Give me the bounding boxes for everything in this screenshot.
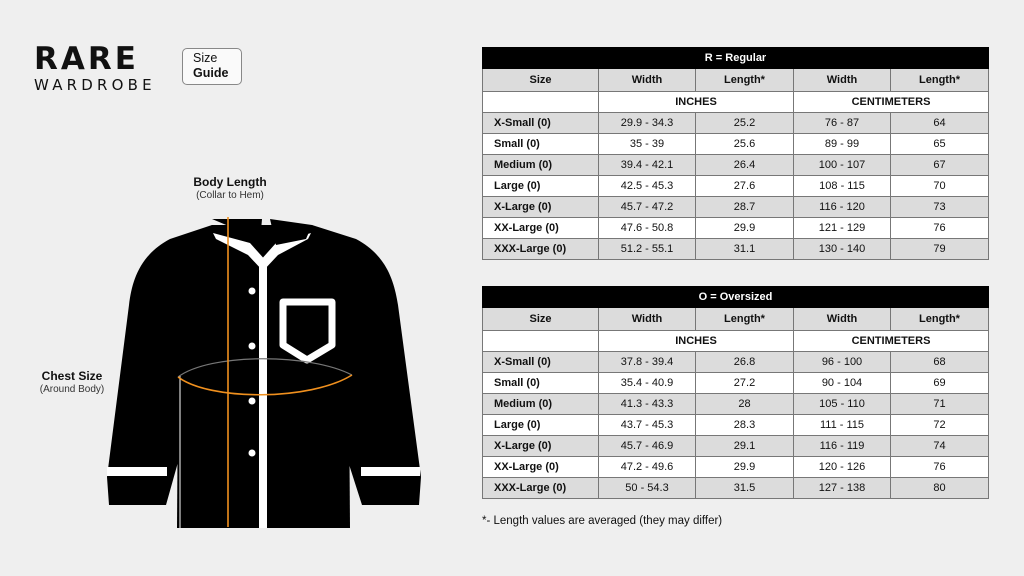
oversized-table-body bbox=[483, 352, 989, 499]
unit-centimeters-header: CENTIMETERS bbox=[794, 331, 989, 352]
oversized-size-table bbox=[482, 286, 989, 499]
length-cm-cell: 76 bbox=[891, 457, 989, 478]
size-cell: X-Small (0) bbox=[483, 113, 599, 134]
width-cm-cell: 116 - 120 bbox=[794, 197, 891, 218]
unit-inches-header: INCHES bbox=[599, 331, 794, 352]
width-inches-cell: 47.2 - 49.6 bbox=[599, 457, 696, 478]
length-cm-cell: 72 bbox=[891, 415, 989, 436]
table-row bbox=[483, 113, 989, 134]
table-row bbox=[483, 457, 989, 478]
length-inches-cell: 29.9 bbox=[696, 457, 794, 478]
table-row bbox=[483, 176, 989, 197]
table-row bbox=[483, 436, 989, 457]
width-inches-cell: 41.3 - 43.3 bbox=[599, 394, 696, 415]
col-size-header: Size bbox=[483, 69, 599, 92]
table-row bbox=[483, 394, 989, 415]
regular-table-body bbox=[483, 113, 989, 260]
width-cm-cell: 121 - 129 bbox=[794, 218, 891, 239]
body-length-title: Body Length bbox=[193, 175, 267, 189]
length-inches-cell: 29.9 bbox=[696, 218, 794, 239]
regular-size-table bbox=[482, 47, 989, 260]
table-row bbox=[483, 197, 989, 218]
length-cm-cell: 64 bbox=[891, 113, 989, 134]
width-inches-cell: 50 - 54.3 bbox=[599, 478, 696, 499]
col-length-cm-header: Length* bbox=[891, 308, 989, 331]
table-row bbox=[483, 155, 989, 176]
size-cell: Small (0) bbox=[483, 134, 599, 155]
width-cm-cell: 100 - 107 bbox=[794, 155, 891, 176]
body-length-subtitle: (Collar to Hem) bbox=[196, 190, 264, 201]
body-length-label bbox=[180, 175, 280, 202]
length-cm-cell: 71 bbox=[891, 394, 989, 415]
width-inches-cell: 29.9 - 34.3 bbox=[599, 113, 696, 134]
table-row bbox=[483, 352, 989, 373]
width-inches-cell: 45.7 - 46.9 bbox=[599, 436, 696, 457]
size-cell: Small (0) bbox=[483, 373, 599, 394]
width-inches-cell: 45.7 - 47.2 bbox=[599, 197, 696, 218]
size-cell: Large (0) bbox=[483, 176, 599, 197]
width-cm-cell: 127 - 138 bbox=[794, 478, 891, 499]
length-cm-cell: 69 bbox=[891, 373, 989, 394]
size-cell: X-Large (0) bbox=[483, 436, 599, 457]
width-inches-cell: 43.7 - 45.3 bbox=[599, 415, 696, 436]
width-cm-cell: 116 - 119 bbox=[794, 436, 891, 457]
size-guide-line2: Guide bbox=[193, 66, 229, 80]
shirt-right-cuff bbox=[361, 467, 420, 476]
width-cm-cell: 89 - 99 bbox=[794, 134, 891, 155]
shirt-button bbox=[249, 343, 256, 350]
width-inches-cell: 39.4 - 42.1 bbox=[599, 155, 696, 176]
oversized-table-title: O = Oversized bbox=[483, 287, 989, 308]
length-inches-cell: 28.7 bbox=[696, 197, 794, 218]
width-inches-cell: 51.2 - 55.1 bbox=[599, 239, 696, 260]
width-inches-cell: 47.6 - 50.8 bbox=[599, 218, 696, 239]
length-inches-cell: 29.1 bbox=[696, 436, 794, 457]
size-cell: Large (0) bbox=[483, 415, 599, 436]
width-cm-cell: 111 - 115 bbox=[794, 415, 891, 436]
length-cm-cell: 80 bbox=[891, 478, 989, 499]
size-cell: XXX-Large (0) bbox=[483, 478, 599, 499]
width-inches-cell: 37.8 - 39.4 bbox=[599, 352, 696, 373]
col-width-in-header: Width bbox=[599, 308, 696, 331]
length-cm-cell: 76 bbox=[891, 218, 989, 239]
shirt-button bbox=[249, 398, 256, 405]
width-cm-cell: 90 - 104 bbox=[794, 373, 891, 394]
size-guide-line1: Size bbox=[193, 51, 218, 65]
length-inches-cell: 28 bbox=[696, 394, 794, 415]
length-footnote: *- Length values are averaged (they may differ) bbox=[482, 515, 723, 527]
table-row bbox=[483, 134, 989, 155]
size-cell: XX-Large (0) bbox=[483, 457, 599, 478]
shirt-button bbox=[249, 288, 256, 295]
length-inches-cell: 27.2 bbox=[696, 373, 794, 394]
table-row bbox=[483, 218, 989, 239]
length-inches-cell: 26.4 bbox=[696, 155, 794, 176]
width-cm-cell: 96 - 100 bbox=[794, 352, 891, 373]
length-cm-cell: 67 bbox=[891, 155, 989, 176]
chest-size-subtitle: (Around Body) bbox=[39, 384, 105, 395]
chest-size-title: Chest Size bbox=[41, 369, 103, 383]
size-guide-badge bbox=[182, 48, 242, 85]
unit-blank-cell bbox=[483, 331, 599, 352]
col-size-header: Size bbox=[483, 308, 599, 331]
length-inches-cell: 27.6 bbox=[696, 176, 794, 197]
length-inches-cell: 26.8 bbox=[696, 352, 794, 373]
size-cell: X-Large (0) bbox=[483, 197, 599, 218]
col-length-in-header: Length* bbox=[696, 308, 794, 331]
table-row bbox=[483, 239, 989, 260]
size-cell: XX-Large (0) bbox=[483, 218, 599, 239]
width-inches-cell: 42.5 - 45.3 bbox=[599, 176, 696, 197]
width-cm-cell: 120 - 126 bbox=[794, 457, 891, 478]
length-inches-cell: 25.2 bbox=[696, 113, 794, 134]
shirt-left-cuff bbox=[107, 467, 167, 476]
length-cm-cell: 74 bbox=[891, 436, 989, 457]
shirt-button bbox=[249, 450, 256, 457]
length-inches-cell: 31.1 bbox=[696, 239, 794, 260]
regular-table-title: R = Regular bbox=[483, 48, 989, 69]
width-cm-cell: 105 - 110 bbox=[794, 394, 891, 415]
size-cell: Medium (0) bbox=[483, 155, 599, 176]
unit-blank-cell bbox=[483, 92, 599, 113]
length-cm-cell: 68 bbox=[891, 352, 989, 373]
width-cm-cell: 76 - 87 bbox=[794, 113, 891, 134]
length-cm-cell: 70 bbox=[891, 176, 989, 197]
width-cm-cell: 108 - 115 bbox=[794, 176, 891, 197]
col-width-cm-header: Width bbox=[794, 69, 891, 92]
length-inches-cell: 28.3 bbox=[696, 415, 794, 436]
shirt-illustration bbox=[100, 205, 430, 535]
length-cm-cell: 73 bbox=[891, 197, 989, 218]
width-inches-cell: 35 - 39 bbox=[599, 134, 696, 155]
width-inches-cell: 35.4 - 40.9 bbox=[599, 373, 696, 394]
unit-inches-header: INCHES bbox=[599, 92, 794, 113]
brand-name-bottom: WARDROBE bbox=[34, 76, 156, 94]
col-length-cm-header: Length* bbox=[891, 69, 989, 92]
length-cm-cell: 79 bbox=[891, 239, 989, 260]
length-inches-cell: 31.5 bbox=[696, 478, 794, 499]
col-width-cm-header: Width bbox=[794, 308, 891, 331]
length-inches-cell: 25.6 bbox=[696, 134, 794, 155]
col-length-in-header: Length* bbox=[696, 69, 794, 92]
table-row bbox=[483, 373, 989, 394]
brand-logo bbox=[34, 41, 156, 94]
brand-name-top: RARE bbox=[34, 41, 139, 77]
size-cell: Medium (0) bbox=[483, 394, 599, 415]
length-cm-cell: 65 bbox=[891, 134, 989, 155]
size-cell: XXX-Large (0) bbox=[483, 239, 599, 260]
table-row bbox=[483, 415, 989, 436]
table-row bbox=[483, 478, 989, 499]
unit-centimeters-header: CENTIMETERS bbox=[794, 92, 989, 113]
col-width-in-header: Width bbox=[599, 69, 696, 92]
width-cm-cell: 130 - 140 bbox=[794, 239, 891, 260]
size-cell: X-Small (0) bbox=[483, 352, 599, 373]
